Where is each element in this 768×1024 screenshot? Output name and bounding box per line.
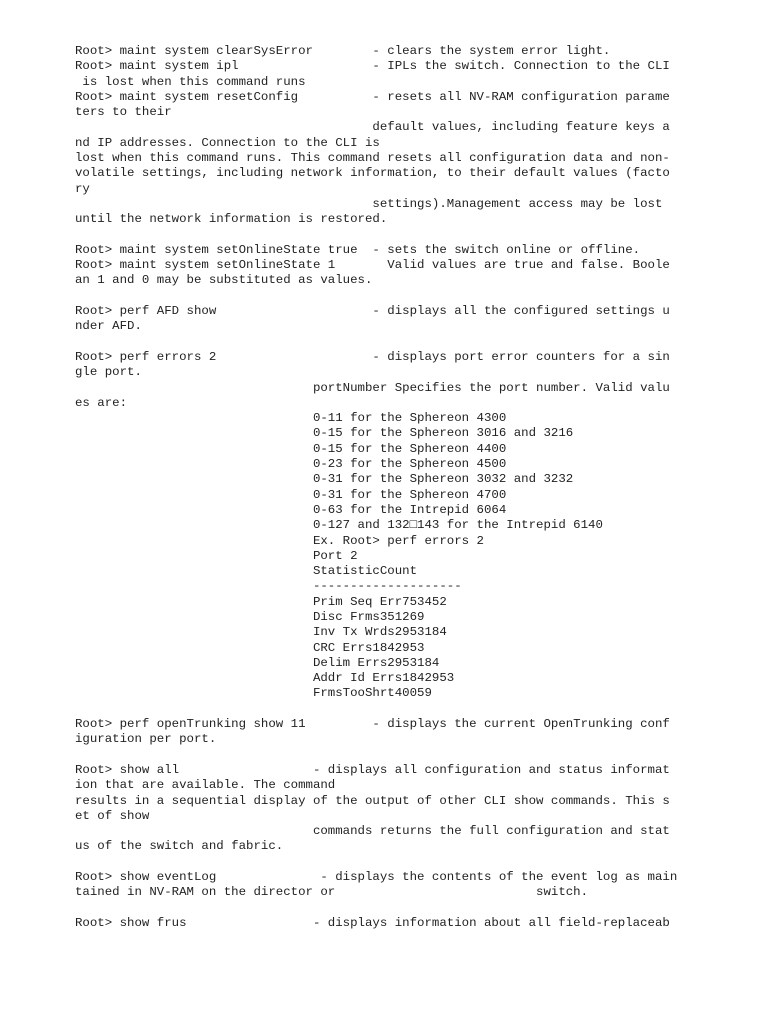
text-line: tained in NV-RAM on the director or switch. [75,885,589,900]
text-line: ters to their [75,105,172,120]
text-line: Root> perf openTrunking show 11 - displays the current OpenTrunking conf [75,717,670,732]
text-line: 0-127 and 132□143 for the Intrepid 6140 [75,518,603,533]
text-line: nd IP addresses. Connection to the CLI is [75,135,380,150]
text-line: 0-31 for the Sphereon 3032 and 3232 [75,472,574,487]
text-line: lost when this command runs. This command resets all configuration data and non- [75,151,670,166]
text-line: Ex. Root> perf errors 2 [75,533,484,548]
text-line [75,901,695,916]
text-line: 0-11 for the Sphereon 4300 [75,411,507,426]
text-line: an 1 and 0 may be substituted as values. [75,273,373,288]
text-line: Port 2 [75,548,358,563]
text-line: Root> maint system setOnlineState 1 Valid values are true and false. Boole [75,258,670,273]
text-line: commands returns the full configuration and stat [75,824,670,839]
text-line [75,335,695,350]
cli-reference-text [75,44,695,931]
text-line [75,289,695,304]
text-line: volatile settings, including network information, to their default values (facto [75,166,670,181]
text-line: Root> show eventLog - displays the contents of the event log as main [75,870,678,885]
text-line: Root> perf errors 2 - displays port error counters for a sin [75,349,670,364]
text-line: us of the switch and fabric. [75,839,284,854]
text-line: nder AFD. [75,319,142,334]
text-line: Root> maint system setOnlineState true - sets the switch online or offline. [75,242,641,257]
text-line: 0-23 for the Sphereon 4500 [75,457,507,472]
text-line: results in a sequential display of the output of other CLI show commands. This s [75,793,670,808]
text-line: FrmsTooShrt40059 [75,686,432,701]
text-line: Root> show all - displays all configuration and status informat [75,762,670,777]
text-line: Root> show frus - displays information about all field-replaceab [75,915,670,930]
text-line: 0-31 for the Sphereon 4700 [75,487,507,502]
text-line: Root> perf AFD show - displays all the configured settings u [75,304,670,319]
text-line: Disc Frms351269 [75,609,425,624]
text-line: Root> maint system resetConfig - resets all NV-RAM configuration parame [75,89,670,104]
text-line [75,702,695,717]
text-line: default values, including feature keys a [75,120,670,135]
text-line [75,228,695,243]
text-line: portNumber Specifies the port number. Valid valu [75,380,670,395]
text-line: is lost when this command runs [75,74,306,89]
text-line: Inv Tx Wrds2953184 [75,625,447,640]
text-line: Prim Seq Err753452 [75,594,447,609]
text-line: Addr Id Errs1842953 [75,671,455,686]
text-line: 0-15 for the Sphereon 4400 [75,441,507,456]
text-line: es are: [75,395,128,410]
text-line [75,748,695,763]
text-line: iguration per port. [75,732,217,747]
text-line: -------------------- [75,579,462,594]
text-line: ry [75,181,90,196]
text-line: Root> maint system clearSysError - clears the system error light. [75,44,611,58]
text-line: gle port. [75,365,142,380]
text-line: Root> maint system ipl - IPLs the switch. Connection to the CLI [75,59,670,74]
text-line: ion that are available. The command [75,778,336,793]
text-line: settings).Management access may be lost [75,196,663,211]
text-line: CRC Errs1842953 [75,640,425,655]
text-line: until the network information is restored. [75,212,388,227]
text-line [75,855,695,870]
text-line: Delim Errs2953184 [75,655,440,670]
text-line: 0-15 for the Sphereon 3016 and 3216 [75,426,574,441]
text-line: 0-63 for the Intrepid 6064 [75,502,507,517]
text-line: et of show [75,808,150,823]
text-line: StatisticCount [75,564,418,579]
